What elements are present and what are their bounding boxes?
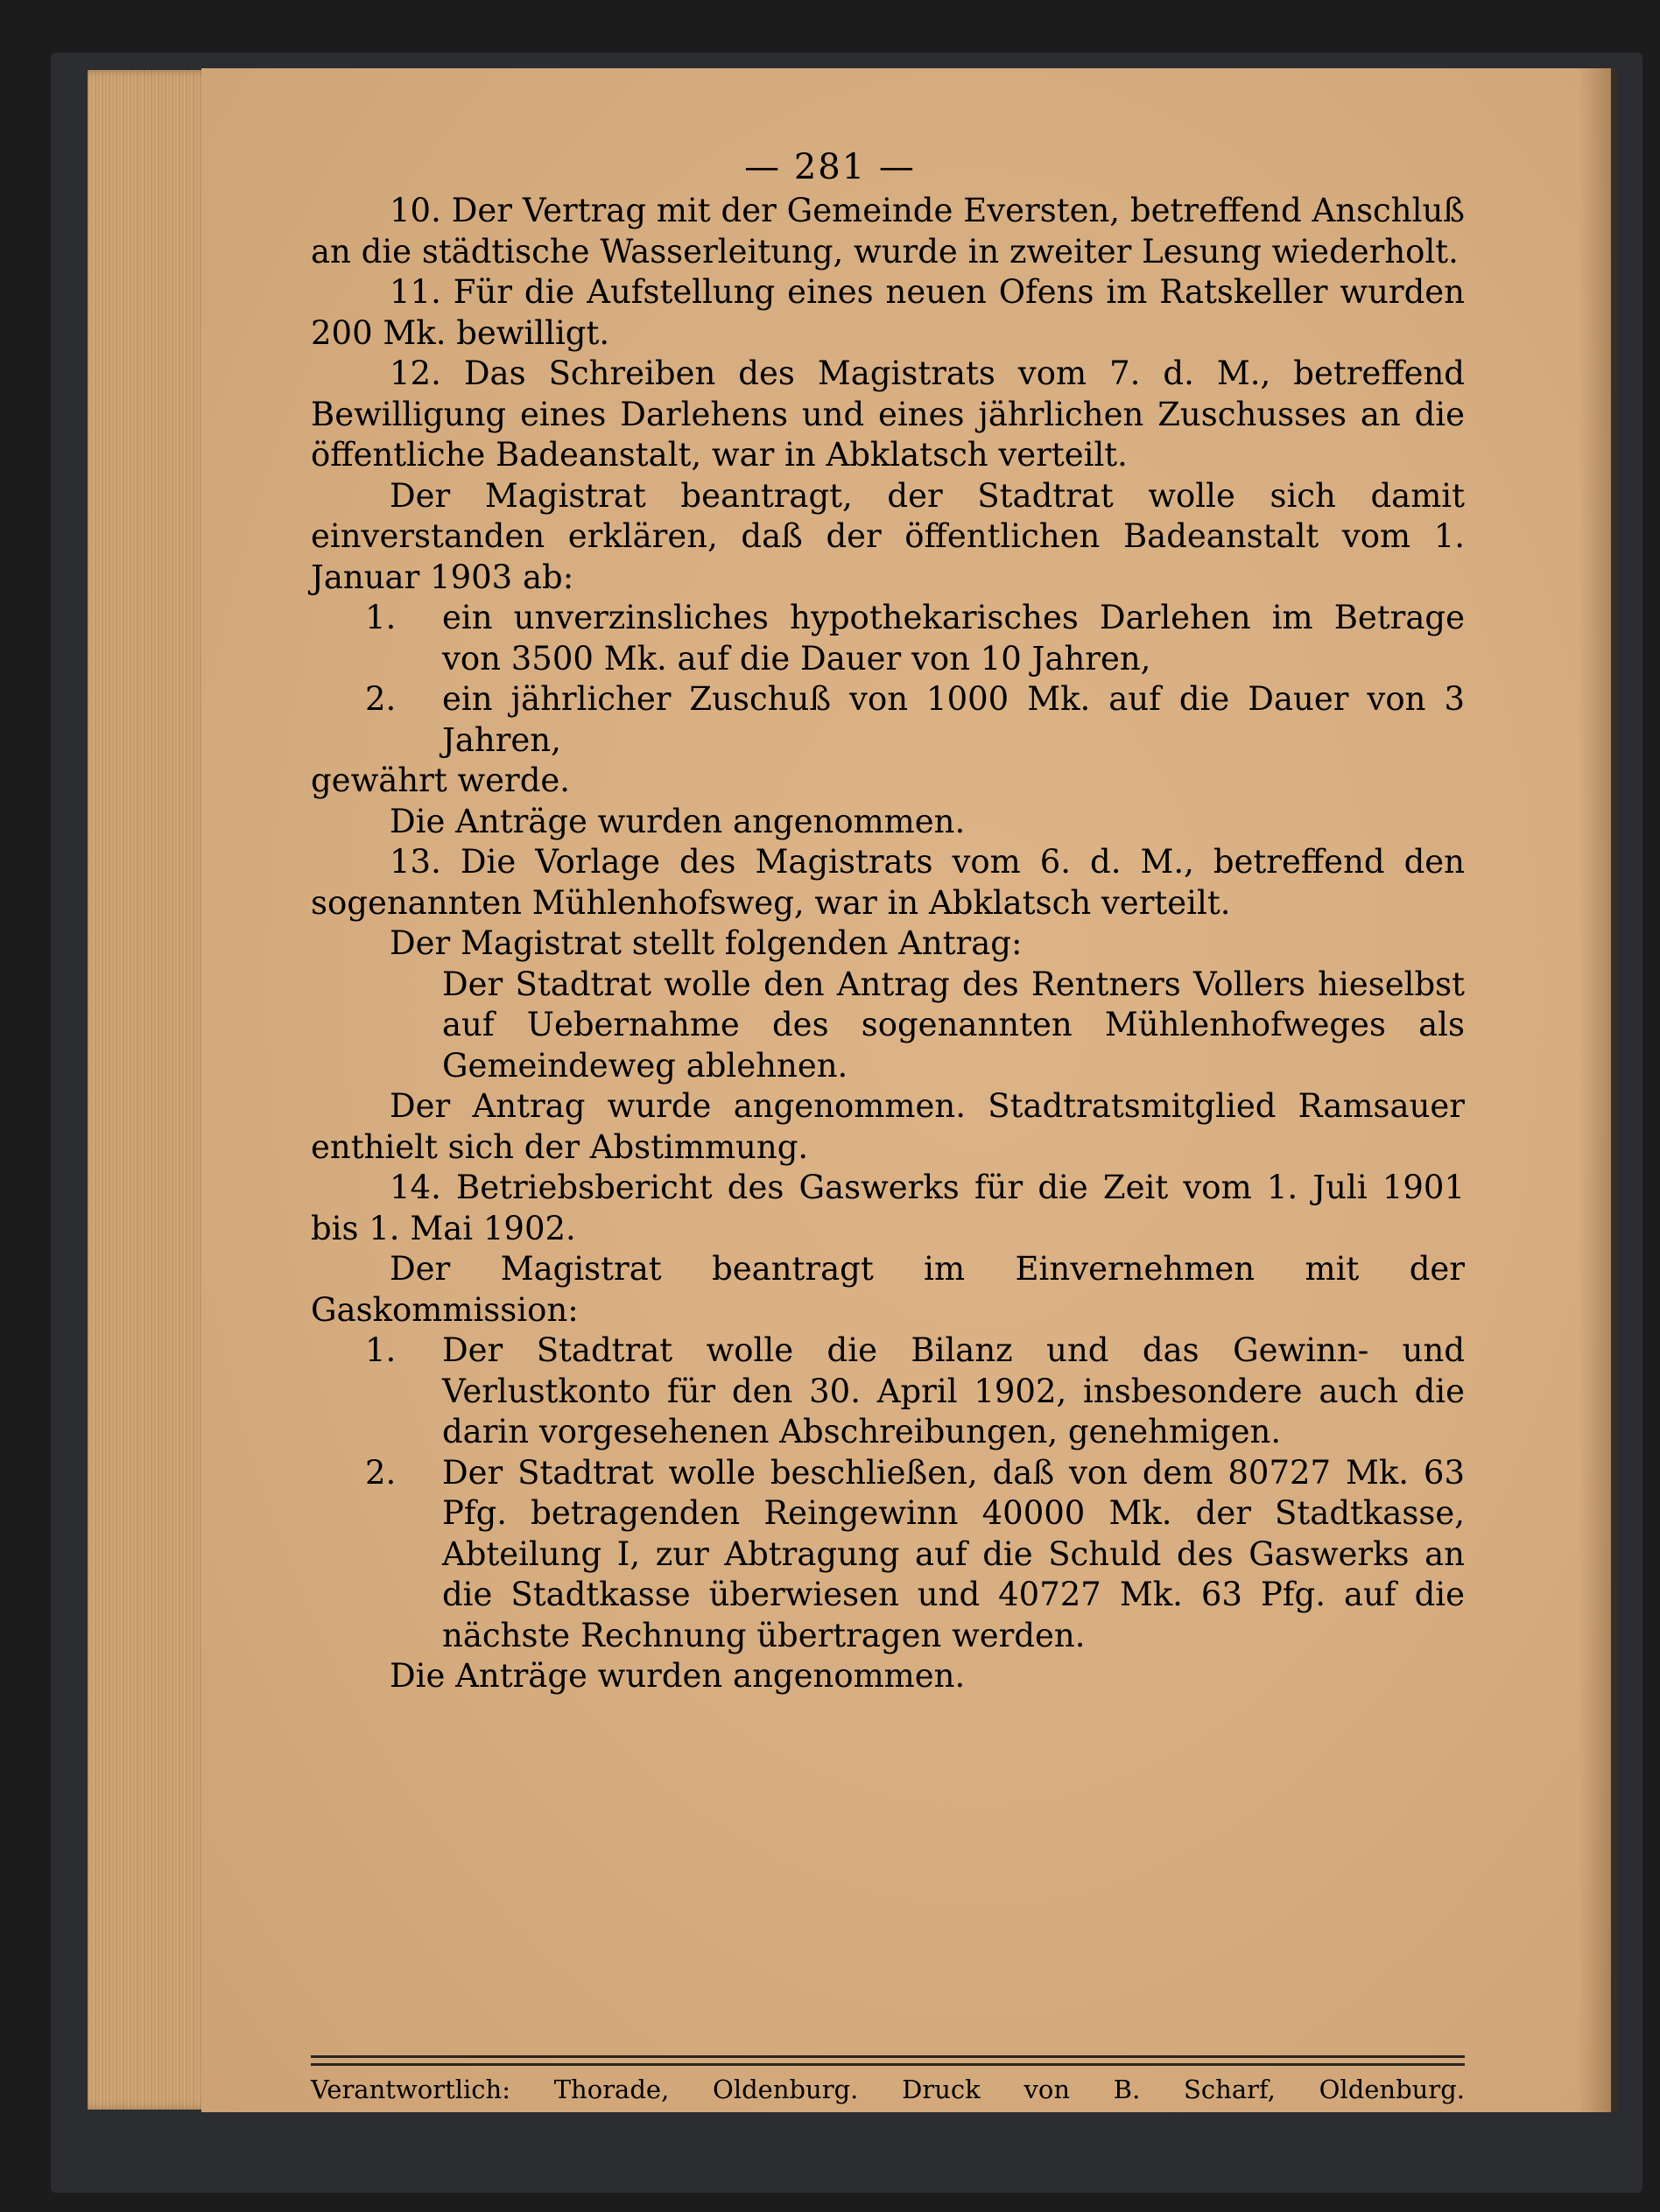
item-14-request: Der Magistrat beantragt im Einvernehmen mit der Gaskommission: — [311, 1250, 1465, 1329]
item-13-result: Der Antrag wurde angenommen. Stadtratsmitglied Ramsauer enthielt sich der Abstimmung. — [311, 1087, 1465, 1166]
item-12-list-2 — [311, 679, 1465, 761]
imprint-footer: Verantwortlich: Thorade, Oldenburg. Druck von B. Scharf, Oldenburg. — [311, 2075, 1465, 2104]
item-12-granted: gewährt werde. — [311, 762, 571, 799]
page-gutter-shadow — [1579, 68, 1618, 2112]
item-12-request: Der Magistrat beantragt, der Stadtrat wolle sich damit einverstanden erklären, daß der öffentlichen Badeanstalt vom 1. Januar 1903 ab: — [311, 476, 1465, 596]
item-14-list-2 — [311, 1453, 1465, 1657]
item-12-list-1 — [311, 598, 1465, 679]
item-14-result: Die Anträge wurden angenommen. — [390, 1657, 966, 1695]
list-text: Der Stadtrat wolle beschließen, daß von dem 80727 Mk. 63 Pfg. betragenden Reingewinn 40000 Mk. der Stadtkasse, Abteilung I, zur Abtragung auf die Schuld des Gaswerks an die Stadtkasse überwiesen und 40727 Mk. 63 Pfg. auf die nächste Rechnung übertragen werden. — [442, 1453, 1465, 1654]
item-14: 14. Betriebsbericht des Gaswerks für die Zeit vom 1. Juli 1901 bis 1. Mai 1902. — [311, 1169, 1465, 1247]
item-13-quote: Der Stadtrat wolle den Antrag des Rentners Vollers hieselbst auf Uebernahme des sogenannten Mühlenhofweges als Gemeindeweg ablehnen. — [442, 965, 1465, 1085]
item-13: 13. Die Vorlage des Magistrats vom 6. d. M., betreffend den sogenannten Mühlenhofsweg, war in Abklatsch verteilt. — [311, 843, 1465, 922]
item-12: 12. Das Schreiben des Magistrats vom 7. d. M., betreffend Bewilligung eines Darlehens und eines jährlichen Zuschusses an die öffentliche Badeanstalt, war in Abklatsch verteilt. — [311, 355, 1465, 474]
item-12-result: Die Anträge wurden angenommen. — [390, 802, 966, 840]
item-14-list-1 — [311, 1331, 1465, 1453]
footer-rule — [311, 2055, 1465, 2066]
list-text: Der Stadtrat wolle die Bilanz und das Gewinn- und Verlustkonto für den 30. April 1902, insbesondere auch die darin vorgesehenen Abschreibungen, genehmigen. — [442, 1331, 1465, 1450]
item-13-request: Der Magistrat stellt folgenden Antrag: — [390, 924, 1023, 962]
page-number: — 281 — — [744, 147, 916, 187]
page-body — [311, 191, 1465, 1697]
list-number: 1. — [365, 1331, 397, 1369]
list-text: ein jährlicher Zuschuß von 1000 Mk. auf die Dauer von 3 Jahren, — [442, 680, 1465, 759]
list-number: 1. — [365, 599, 397, 636]
item-11: 11. Für die Aufstellung eines neuen Ofens im Ratskeller wurden 200 Mk. bewilligt. — [311, 273, 1465, 352]
item-10: 10. Der Vertrag mit der Gemeinde Eversten, betreffend Anschluß an die städtische Wasserleitung, wurde in zweiter Lesung wiederholt. — [311, 192, 1465, 270]
list-number: 2. — [365, 680, 397, 718]
list-number: 2. — [365, 1453, 397, 1492]
list-text: ein unverzinsliches hypothekarisches Darlehen im Betrage von 3500 Mk. auf die Dauer von 10 Jahren, — [442, 599, 1465, 678]
